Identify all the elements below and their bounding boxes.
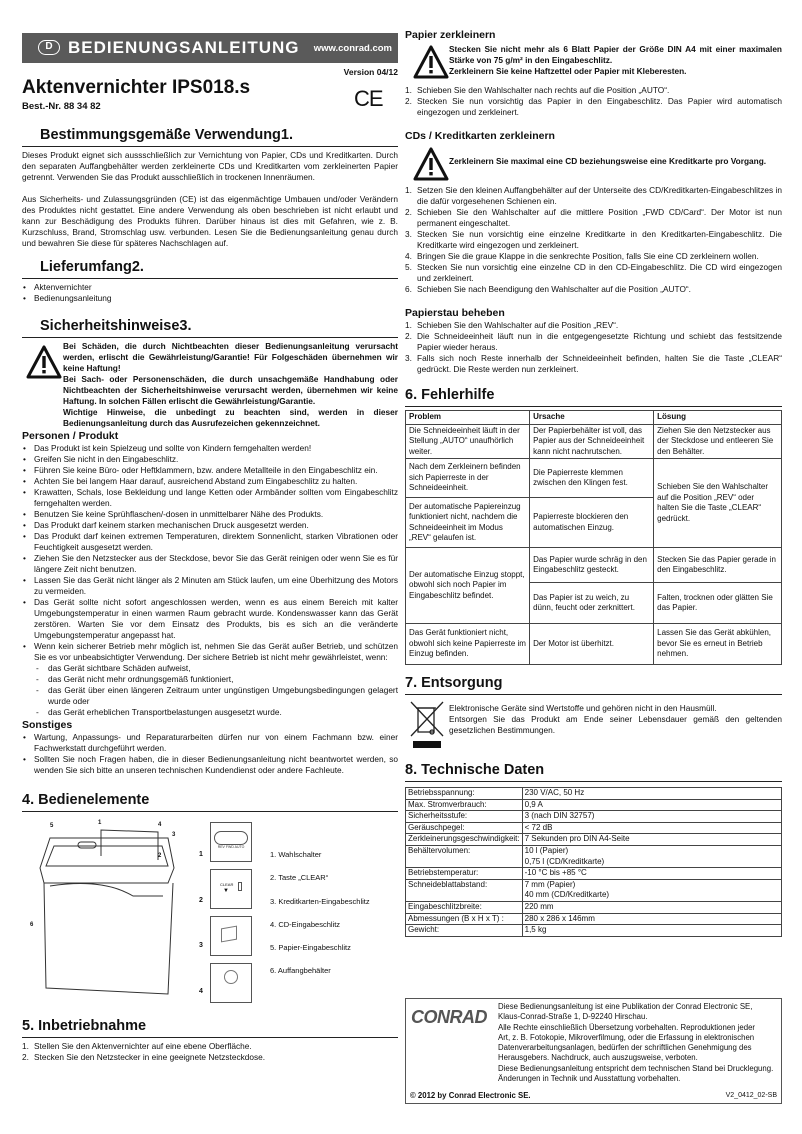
paragraph: Elektronische Geräte sind Wertstoffe und gehören nicht in den Hausmüll. (449, 703, 717, 713)
spec-value (522, 913, 781, 925)
section-heading: Bestimmungsgemäße Verwendung1. (22, 127, 398, 147)
table-row (406, 548, 782, 583)
subheading: CDs / Kreditkarten zerkleinern (405, 130, 555, 142)
warning-text: Zerkleinern Sie keine Haftzettel oder Papier mit Kleberesten. (449, 66, 687, 76)
spec-value-line: 40 mm (CD/Kreditkarte) (524, 890, 610, 900)
section-heading: 5. Inbetriebnahme (22, 1018, 398, 1038)
table-row (406, 901, 782, 913)
detail-number: 1 (199, 851, 203, 858)
footer-line: Diese Bedienungsanleitung entspricht dem technischen Stand bei Drucklegung. (498, 1063, 774, 1073)
list-item: • Das Gerät sollte nicht sofort angeschlossen werden, wenn es aus einem Bereich mit kalter Umgebungstemperatur in einen warmen Raum gebracht wurde. Kondenswasser kann das Gerät zerstören. Warten Sie vor dem Einsatz des Produkts, bis es sich an die veränderte Umgebungstemperatur angepasst hat. (22, 597, 398, 641)
table-cell: Schieben Sie den Wahlschalter auf die Position „REV“ oder halten Sie die Taste „CLEAR“ gedrückt. (654, 459, 782, 548)
clear-button-detail: CLEAR ▼ (210, 869, 252, 909)
table-row (406, 424, 782, 459)
spec-value (522, 868, 781, 880)
table-row (406, 834, 782, 846)
footer-line: Klaus-Conrad-Straße 1, D-92240 Hirschau. (498, 1012, 648, 1022)
footer-line: Art, z. B. Fotokopie, Mikroverfilmung, oder die Erfassung in elektronischen (498, 1032, 755, 1042)
spec-label: Abmessungen (B x H x T) : (406, 913, 523, 925)
spec-value (522, 834, 781, 846)
column-header: Ursache (530, 411, 654, 425)
list-item: • Sollten Sie noch Fragen haben, die in dieser Bedienungsanleitung nicht beantwortet werden, so wenden Sie sich bitte an unseren technischen Kundendienst oder andere Fachleute. (22, 754, 398, 776)
language-badge: D (38, 40, 60, 55)
section-delivery (22, 259, 398, 304)
list-item: 6. Schieben Sie nach Beendigung den Wahlschalter auf die Position „AUTO“. (405, 284, 691, 294)
spec-value-line: 280 x 286 x 146mm (524, 913, 595, 923)
callout-label: 5 (50, 823, 54, 829)
legend-item: 4. CD-Eingabeschlitz (270, 919, 341, 929)
spec-label: Schneideblattabstand: (406, 879, 523, 901)
list-item: • Lassen Sie das Gerät nicht länger als 2 Minuten am Stück laufen, um eine Überhitzung des Motors zu vermeiden. (22, 575, 398, 597)
warning-icon (413, 45, 449, 79)
paragraph: Entsorgen Sie das Produkt am Ende seiner Lebensdauer gemäß den geltenden gesetzlichen Bestimmungen. (449, 714, 782, 735)
spec-value-line: 10 l (Papier) (524, 845, 569, 855)
header-title: BEDIENUNGSANLEITUNG (68, 38, 300, 57)
warning-text: Zerkleinern Sie maximal eine CD beziehungsweise eine Kreditkarte pro Vorgang. (449, 156, 767, 166)
spec-label: Betriebsspannung: (406, 788, 523, 800)
section-paper-jam (405, 307, 782, 375)
section-setup (22, 1018, 398, 1063)
table-cell: Stecken Sie das Papier gerade in den Eingabeschlitz. (654, 548, 782, 583)
warning-icon (26, 345, 62, 379)
table-row (406, 624, 782, 665)
legend-item: 2. Taste „CLEAR“ (270, 873, 329, 883)
section-heading: Sicherheitshinweise3. (22, 318, 398, 338)
list-item: • Benutzen Sie keine Sprühflaschen/-dosen in unmittelbarer Nähe des Produkts. (22, 509, 398, 520)
list-item: • Das Produkt darf keinen extremen Temperaturen, direktem Sonnenlicht, starken Vibrationen oder Feuchtigkeit ausgesetzt werden. (22, 531, 398, 553)
table-cell: Die Schneideeinheit läuft in der Stellung „AUTO“ unaufhörlich weiter. (406, 424, 530, 459)
subheading: Personen / Produkt (22, 430, 119, 442)
table-cell: Der automatische Einzug stoppt, obwohl sich noch Papier im Eingabeschlitz befindet. (406, 548, 530, 624)
subheading: Sonstiges (22, 719, 73, 731)
section-heading: 6. Fehlerhilfe (405, 387, 782, 407)
list-item: 4. Bringen Sie die graue Klappe in die senkrechte Position, falls Sie eine CD zerkleinern wollen. (405, 251, 759, 261)
section-disposal (405, 675, 782, 750)
table-cell: Lassen Sie das Gerät abkühlen, bevor Sie es erneut in Betrieb nehmen. (654, 624, 782, 665)
spec-value (522, 845, 781, 867)
subheading: Papier zerkleinern (405, 29, 496, 41)
copyright: © 2012 by Conrad Electronic SE. (410, 1091, 531, 1100)
switch-label: FWD (225, 845, 234, 849)
table-cell: Das Papier wurde schräg in den Eingabeschlitz gesteckt. (530, 548, 654, 583)
conrad-logo: CONRAD (411, 1007, 487, 1027)
list-item: • Das Produkt ist kein Spielzeug und sollte von Kindern ferngehalten werden! (22, 443, 398, 454)
detail-number: 4 (199, 988, 203, 995)
legend-item: 6. Auffangbehälter (270, 966, 331, 976)
section-heading: 8. Technische Daten (405, 762, 782, 782)
spec-value-line: 0,9 A (524, 799, 543, 809)
publisher-text (498, 1002, 773, 1084)
spec-label: Betriebstemperatur: (406, 868, 523, 880)
right-column (405, 29, 782, 937)
list-item: 2. Stecken Sie den Netzstecker in eine geeignete Netzsteckdose. (22, 1052, 266, 1062)
shredder-illustration (28, 818, 178, 998)
switch-detail (210, 822, 252, 862)
callout-label: 4 (158, 822, 162, 828)
spec-value-line: -10 °C bis +85 °C (524, 868, 587, 878)
table-cell: Papierreste blockieren den automatischen Einzug. (530, 498, 654, 548)
spec-value (522, 799, 781, 811)
table-row (406, 879, 782, 901)
callout-label: 3 (172, 832, 176, 838)
table-row (406, 925, 782, 937)
list-item: - das Gerät über einen längeren Zeitraum unter ungünstigen Umgebungsbedingungen gelagert wurde oder (22, 685, 398, 707)
switch-label: REV (217, 845, 225, 849)
cd-slot-detail (210, 963, 252, 1003)
list-item: • Aktenvernichter (22, 282, 398, 293)
spec-value-line: 1,5 kg (524, 925, 547, 935)
controls-legend (270, 843, 370, 983)
section-heading: Lieferumfang2. (22, 259, 398, 279)
spec-value (522, 901, 781, 913)
table-row (406, 822, 782, 834)
list-item: 2. Schieben Sie den Wahlschalter auf die mittlere Position „FWD CD/Card“. Der Motor ist nun permanent eingeschaltet. (405, 207, 782, 228)
warning-text: Wichtige Hinweise, die unbedingt zu beachten sind, werden in dieser Bedienungsanleitung durch das Ausrufezeichen gekennzeichnet. (63, 407, 398, 428)
footer-line: Datenverarbeitungsanlagen, bedürfen der schriftlichen Genehmigung des (498, 1043, 752, 1053)
spec-value (522, 822, 781, 834)
footer-line: Herausgebers. Nachdruck, auch auszugsweise, verboten. (498, 1053, 698, 1063)
section-safety (22, 318, 398, 776)
ce-mark: CE (354, 86, 383, 111)
table-row (406, 459, 782, 498)
spec-value-line: 220 mm (524, 901, 554, 911)
spec-label: Eingabeschlitzbreite: (406, 901, 523, 913)
spec-value (522, 788, 781, 800)
legend-item: 1. Wahlschalter (270, 850, 322, 859)
spec-label: Max. Stromverbrauch: (406, 799, 523, 811)
callout-label: 1 (98, 820, 102, 826)
section-specs (405, 762, 782, 937)
warning-text: Stecken Sie nicht mehr als 6 Blatt Papier der Größe DIN A4 mit einer maximalen Stärke von 75 g/m² in den Eingabeschlitz. (449, 44, 782, 65)
list-item: • Krawatten, Schals, lose Bekleidung und lange Ketten oder Armbänder sollten vom Eingabeschlitz ferngehalten werden. (22, 487, 398, 509)
section-heading: 7. Entsorgung (405, 675, 782, 695)
header-url[interactable]: www.conrad.com (313, 43, 392, 54)
detail-number: 2 (199, 897, 203, 904)
table-header-row (406, 411, 782, 425)
spec-label: Geräuschpegel: (406, 822, 523, 834)
list-item: 1. Schieben Sie den Wahlschalter nach rechts auf die Position „AUTO“. (405, 85, 670, 95)
table-cell: Der automatische Papiereinzug funktioniert nicht, nachdem die Schneideeinheit im Modus „REV“ gelaufen ist. (406, 498, 530, 548)
table-row (406, 799, 782, 811)
table-cell: Das Gerät funktioniert nicht, obwohl sich keine Papierreste im Einzug befinden. (406, 624, 530, 665)
table-row (406, 868, 782, 880)
table-cell: Ziehen Sie den Netzstecker aus der Steckdose und entleeren Sie den Behälter. (654, 424, 782, 459)
subheading: Papierstau beheben (405, 307, 505, 319)
list-item: • Das Produkt darf keinem starken mechanischen Druck ausgesetzt werden. (22, 520, 398, 531)
specs-table (405, 787, 782, 937)
order-number: Best.-Nr. 88 34 82 (22, 101, 101, 112)
footer-line: Diese Bedienungsanleitung ist eine Publikation der Conrad Electronic SE, (498, 1002, 753, 1011)
list-item: • Führen Sie keine Büro- oder Heftklammern, bzw. andere Metallteile in den Eingabeschlitz ein. (22, 465, 398, 476)
table-cell: Nach dem Zerkleinern befinden sich Papierreste in der Schneideeinheit. (406, 459, 530, 498)
section-paper (405, 29, 782, 118)
legend-item: 5. Papier-Eingabeschlitz (270, 943, 351, 953)
switch-label: AUTO (234, 845, 245, 849)
section-cds (405, 130, 782, 295)
list-item: 3. Stecken Sie nun vorsichtig eine einzelne Kreditkarte in den Kreditkarten-Eingabeschlitz. Die Kreditkarte wird eingezogen und zerkleinert. (405, 229, 782, 250)
paragraph: Dieses Produkt eignet sich aussschließlich zur Vernichtung von Papier, CDs und Kreditkarten. Durch den separaten Auffangbehälter werden zerkleinerte CDs und Kreditkarten vom zerkleinerten Papier getrennt. Verwenden Sie das Produkt ausschließlich in trockenen Innenräumen. (22, 150, 398, 182)
list-item: 1. Setzen Sie den kleinen Auffangbehälter auf der Unterseite des CD/Kreditkarten-Eingabeschlitzes in die dafür vorgesehenen Schienen ein. (405, 185, 782, 206)
spec-label: Sicherheitsstufe: (406, 811, 523, 823)
section-controls (22, 792, 398, 1012)
callout-label: 6 (30, 922, 34, 928)
table-cell: Falten, trocknen oder glätten Sie das Papier. (654, 583, 782, 624)
spec-value-line: 0,75 l (CD/Kreditkarte) (524, 856, 605, 866)
list-item: 2. Die Schneideeinheit läuft nun in die entgegengesetzte Richtung und schiebt das festsitzende Papier wieder heraus. (405, 331, 782, 352)
document-title: Aktenvernichter IPS018.s (22, 77, 251, 98)
list-item: - das Gerät sichtbare Schäden aufweist, (22, 663, 398, 674)
spec-value-line: 7 mm (Papier) (524, 879, 576, 889)
publisher-footer (405, 998, 782, 1104)
paragraph: Aus Sicherheits- und Zulassungsgründen (CE) ist das eigenmächtige Umbauen und/oder Verändern des Produktes nicht gestattet. Eine andere Verwendung als oben beschrieben ist nicht erlaubt und kann zur Beschädigung des Produkts führen. Darüber hinaus ist dies mit Gefahren, wie z. B. Kurzschluss, Brand, Stromschlag usw. verbunden. Lesen Sie die Bedienungsanleitung genau durch und bewahren Sie diese für späteres Nachschlagen auf. (22, 194, 398, 248)
list-item: 3. Falls sich noch Reste innerhalb der Schneideeinheit befinden, halten Sie die Taste „CLEAR“ gedrückt. Die Reste werden nun zerkleinert. (405, 353, 782, 374)
list-item: • Ziehen Sie den Netzstecker aus der Steckdose, bevor Sie das Gerät reinigen oder wenn Sie es für längere Zeit nicht benutzen. (22, 553, 398, 575)
table-cell: Die Papierreste klemmen zwischen den Klingen fest. (530, 459, 654, 498)
version-label: Version 04/12 (343, 67, 398, 77)
table-cell: Der Motor ist überhitzt. (530, 624, 654, 665)
spec-value (522, 925, 781, 937)
section-heading: 4. Bedienelemente (22, 792, 398, 812)
weee-bin-icon (409, 700, 445, 750)
spec-value-line: 7 Sekunden pro DIN A4-Seite (524, 834, 630, 844)
footer-line: Änderungen in Technik und Ausstattung vorbehalten. (498, 1074, 681, 1084)
spec-value (522, 879, 781, 901)
table-cell: Der Papierbehälter ist voll, das Papier aus der Schneideeinheit kann nicht nachrutschen. (530, 424, 654, 459)
list-item: • Bedienungsanleitung (22, 293, 398, 304)
footer-line: Alle Rechte einschließlich Übersetzung vorbehalten. Reproduktionen jeder (498, 1022, 756, 1032)
table-row (406, 788, 782, 800)
document-code: V2_0412_02-SB (725, 1092, 777, 1099)
troubleshooting-table (405, 410, 782, 665)
table-row (406, 845, 782, 867)
card-slot-detail (210, 916, 252, 956)
list-item: • Wenn kein sicherer Betrieb mehr möglich ist, nehmen Sie das Gerät außer Betrieb, und schützen Sie es vor unbeabsichtigter Verwendung. Der sichere Betrieb ist nicht mehr gewährleistet, wenn: (22, 641, 398, 663)
legend-item: 3. Kreditkarten-Eingabeschlitz (270, 896, 370, 906)
table-cell: Das Papier ist zu weich, zu dünn, feucht oder zerknittert. (530, 583, 654, 624)
detail-number: 3 (199, 942, 203, 949)
left-column (22, 127, 398, 1063)
list-item: 1. Schieben Sie den Wahlschalter auf die Position „REV“. (405, 320, 619, 330)
spec-value (522, 811, 781, 823)
spec-value-line: < 72 dB (524, 822, 553, 832)
list-item: • Greifen Sie nicht in den Eingabeschlitz. (22, 454, 398, 465)
list-item: 5. Stecken Sie nun vorsichtig eine einzelne CD in den CD-Eingabeschlitz. Die CD wird eingezogen und zerkleinert. (405, 262, 782, 283)
list-item: - das Gerät erheblichen Transportbelastungen ausgesetzt wurde. (22, 707, 398, 718)
list-item: • Achten Sie bei langem Haar darauf, ausreichend Abstand zum Eingabeschlitz zu halten. (22, 476, 398, 487)
callout-label: 2 (158, 853, 162, 859)
table-row (406, 913, 782, 925)
spec-label: Behältervolumen: (406, 845, 523, 867)
clear-label: CLEAR (220, 882, 234, 887)
table-row (406, 811, 782, 823)
section-troubleshooting (405, 387, 782, 665)
warning-text: Bei Schäden, die durch Nichtbeachten dieser Bedienungsanleitung verursacht werden, erlischt die Gewährleistung/Garantie! Für Folgeschäden übernehmen wir keine Haftung! (63, 341, 398, 373)
section-intended-use (22, 127, 398, 249)
list-item: • Wartung, Anpassungs- und Reparaturarbeiten dürfen nur von einem Fachmann bzw. einer Fachwerkstatt durchgeführt werden. (22, 732, 398, 754)
warning-text: Bei Sach- oder Personenschäden, die durch unsachgemäße Handhabung oder Nichtbeachten der Sicherheitshinweise verursacht werden, übernehmen wir keine Haftung. In solchen Fällen erlischt die Gewährleistung/Garantie. (63, 374, 398, 406)
column-header: Problem (406, 411, 530, 425)
spec-value-line: 3 (nach DIN 32757) (524, 811, 595, 821)
spec-label: Gewicht: (406, 925, 523, 937)
list-item: - das Gerät nicht mehr ordnungsgemäß funktioniert, (22, 674, 398, 685)
header-bar (22, 33, 398, 63)
list-item: 1. Stellen Sie den Aktenvernichter auf eine ebene Oberfläche. (22, 1041, 252, 1051)
list-item: 2. Stecken Sie nun vorsichtig das Papier in den Eingabeschlitz. Das Papier wird automatisch eingezogen und zerkleinert. (405, 96, 782, 117)
warning-icon (413, 147, 449, 181)
column-header: Lösung (654, 411, 782, 425)
spec-label: Zerkleinerungsgeschwindigkeit: (406, 834, 523, 846)
spec-value-line: 230 V/AC, 50 Hz (524, 788, 585, 797)
controls-figure (22, 816, 398, 1012)
